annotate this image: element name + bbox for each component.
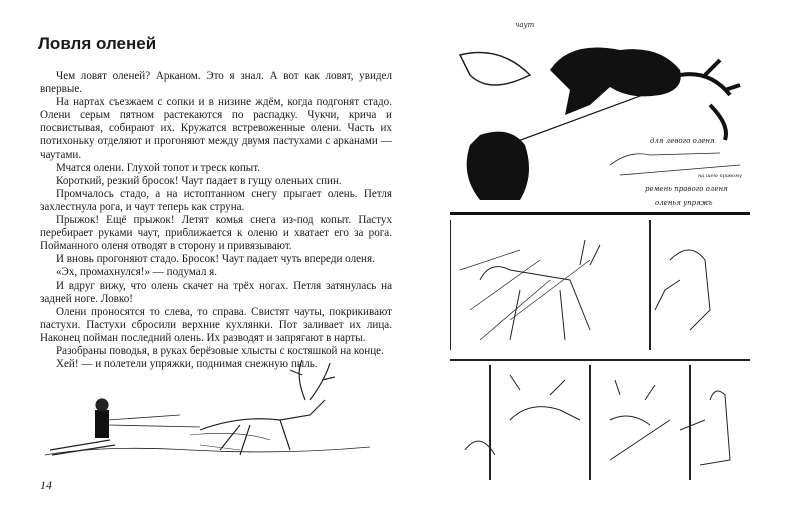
reindeer-sketch-grid bbox=[450, 220, 755, 490]
label-right-deer-note: на шею правому bbox=[698, 173, 742, 179]
label-chaut: чаут bbox=[515, 21, 535, 29]
paragraph: Олени проносятся то слева, то справа. Свистят чауты, покрикивают пастухи. Пастухи сбросили верхние кухлянки. Пот заливает их лица. Наконец пойман последний олень. Их разводят и запрягают в нарты. bbox=[40, 305, 392, 344]
reindeer-sled-illustration bbox=[40, 355, 380, 470]
paragraph: Хей! — и полетели упряжки, поднимая снежную пыль. bbox=[56, 358, 318, 371]
paragraph: Мчатся олени. Глухой топот и треск копыт. bbox=[56, 161, 261, 174]
paragraph: Прыжок! Ещё прыжок! Летят комья снега из-под копыт. Пастух перебирает руками чаут, приближается к оленю и хватает его за рога. Пойманного оленя отводят в сторону и привязывают. bbox=[40, 214, 392, 253]
label-harness: оленья упряжь bbox=[655, 199, 713, 207]
label-right-deer-strap: ремень правого оленя bbox=[645, 185, 728, 193]
paragraph: Промчалось стадо, а на истоптанном снегу прыгает олень. Петля захлестнула рога, и чаут теперь как струна. bbox=[40, 187, 392, 213]
paragraph: И вдруг вижу, что олень скачет на трёх ногах. Петля затянулась на задней ноге. Ловко! bbox=[40, 279, 392, 305]
page-number: 14 bbox=[40, 478, 52, 492]
paragraph: «Эх, промахнулся!» — подумал я. bbox=[56, 266, 217, 279]
paragraph: И вновь прогоняют стадо. Бросок! Чаут падает чуть впереди оленя. bbox=[56, 253, 375, 266]
paragraph: Разобраны поводья, в руках берёзовые хлысты с костяшкой на конце. bbox=[56, 344, 384, 357]
paragraph: Короткий, резкий бросок! Чаут падает в гущу оленьих спин. bbox=[56, 174, 342, 187]
paragraph: На нартах съезжаем с сопки и в низине ждём, когда подгонят стадо. Олени серым пятном растекаются по распадку. Чукчи, крича и посвистывая, собирают их. Кружатся встревоженные олени. Часть их потихоньку отделяют и прогоняют между двумя пастухами с арканами — чаутами. bbox=[40, 96, 392, 161]
page-title: Ловля оленей bbox=[38, 34, 157, 53]
divider bbox=[450, 212, 750, 215]
label-left-deer: для левого оленя bbox=[650, 137, 715, 145]
paragraph: Чем ловят оленей? Арканом. Это я знал. А вот как ловят, увидел впервые. bbox=[40, 70, 392, 96]
lasso-scene-illustration bbox=[440, 15, 760, 215]
right-page bbox=[400, 0, 800, 521]
story-text bbox=[40, 70, 392, 371]
